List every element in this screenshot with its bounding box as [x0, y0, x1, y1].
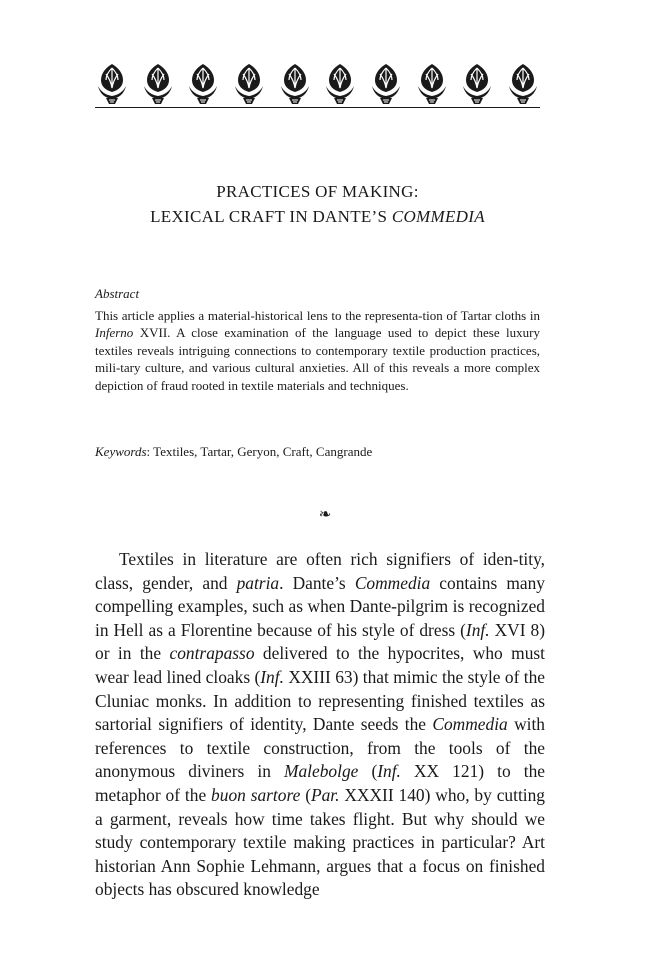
body-italic-1: patria — [236, 572, 280, 593]
lotus-ornament-icon — [415, 62, 449, 104]
body-italic-7: contrapasso — [169, 643, 255, 664]
abstract-body: This article applies a material-historical lens to the representa-tion of Tartar cloths in Inferno XVII. A close examination of the language used to depict these luxury textiles reveals intriguing connections to contemporary textile production practices, mili-tary culture, and various cultural anxieties. All of this reveals a more complex depiction of fraud rooted in textile materials and techniques. — [95, 308, 540, 393]
lotus-ornament-icon — [506, 62, 540, 104]
body-italic-13: Malebolge — [283, 761, 359, 782]
body-italic-3: Commedia — [354, 572, 431, 593]
fleuron-icon: ❧ — [318, 505, 332, 523]
title-line-2 — [95, 204, 540, 229]
body-italic-5: Inf. — [465, 619, 490, 640]
lotus-ornament-icon — [95, 62, 129, 104]
lotus-ornament-icon — [323, 62, 357, 104]
keywords-list: Textiles, Tartar, Geryon, Craft, Cangrande — [153, 444, 373, 459]
keywords — [95, 443, 540, 461]
lotus-ornament-icon — [186, 62, 220, 104]
lotus-ornament-icon — [278, 62, 312, 104]
keywords-separator: : — [146, 444, 154, 459]
title-work-name: COMMEDIA — [391, 207, 485, 226]
abstract-heading: Abstract — [95, 286, 140, 301]
title-line-1: PRACTICES OF MAKING: — [216, 182, 419, 201]
body-italic-19: Par. — [310, 784, 340, 805]
body-paragraph: Textiles in literature are often rich signifiers of iden-tity, class, gender, and patria. Dante’s Commedia contains many compelling examples, such as when Dante-pilgrim is recognized in Hell as a Florentine because of his style of dress (Inf. XVI 8) or in the contrapasso delivered to the hypocrites, who must wear lead lined cloaks (Inf. XXIII 63) that mimic the style of the Cluniac monks. In addition to representing finished textiles as sartorial signifiers of identity, Dante seeds the Commedia with references to textile construction, from the tools of the anonymous diviners in Malebolge (Inf. XX 121) to the metaphor of the buon sartore (Par. XXXII 140) who, by cutting a garment, reveals how time takes flight. But why should we study contemporary textile making practices in particular? Art historian Ann Sophie Lehmann, argues that a focus on finished objects has obscured knowledge — [95, 549, 546, 900]
body-italic-9: Inf. — [260, 666, 284, 687]
body-italic-15: Inf. — [377, 761, 401, 782]
lotus-ornament-icon — [460, 62, 494, 104]
body-italic-11: Commedia — [432, 714, 508, 735]
lotus-ornament-icon — [369, 62, 403, 104]
abstract-section — [95, 285, 540, 394]
lotus-ornament-icon — [232, 62, 266, 104]
ornament-band — [95, 58, 540, 104]
body-italic-17: buon sartore — [211, 784, 301, 805]
article-title — [95, 179, 540, 229]
abstract-italic-1: Inferno — [95, 325, 134, 341]
header-rule — [95, 107, 540, 108]
title-line-2-text: LEXICAL CRAFT IN DANTE’S — [150, 207, 392, 226]
lotus-ornament-icon — [141, 62, 175, 104]
keywords-label: Keywords — [95, 444, 147, 459]
